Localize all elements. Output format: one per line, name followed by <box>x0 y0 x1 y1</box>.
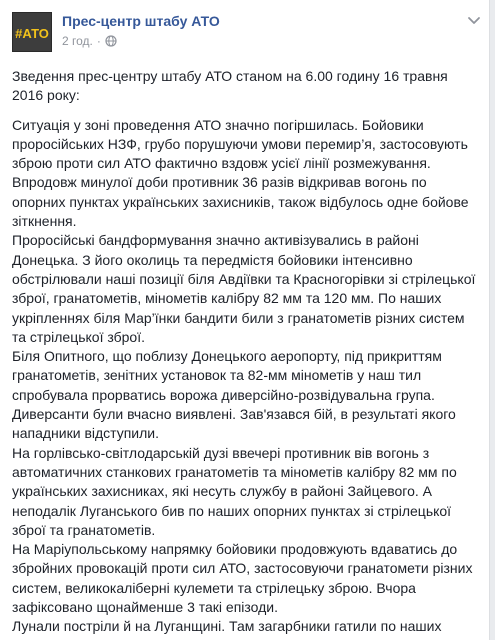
post-header <box>12 12 482 54</box>
post-paragraph: Ситуація у зоні проведення АТО значно погіршилась. Бойовики проросійських НЗФ, грубо порушуючи умови перемир’я, застосовують зброю проти сил АТО фактично вздовж усієї лінії розмежування. <box>12 116 468 172</box>
post-body <box>12 67 478 637</box>
post-paragraph: Зведення прес-центру штабу АТО станом на 6.00 годину 16 травня 2016 року: <box>12 68 448 104</box>
post-paragraph: Проросійські бандформування значно активізувались в районі Донецька. З його околиць та передмістя бойовики інтенсивно обстрілювали наші позиції біля Авдіївки та Красногорівки зі стрілецької зброї, гранатометів, мінометів калібру 82 мм та 120 мм. По наших укріпленнях біля Мар’їнки бандити били з гранатометів різних систем та стрілецької зброї. <box>12 232 476 345</box>
meta-separator: · <box>96 34 101 48</box>
ato-logo <box>13 13 51 51</box>
page-name-link[interactable]: Прес-центр штабу АТО <box>62 13 220 29</box>
post-paragraph: На горлівсько-світлодарській дузі ввечері противник вів вогонь з автоматичних станкових гранатометів та мінометів калібру 82 мм по українських захисниках, які несуть службу в районі Зайцевого. А неподалік Луганського бив по наших опорних пунктах зі стрілецької зброї та гранатометів. <box>12 444 457 538</box>
post-paragraph: На Маріупольському напрямку бойовики продовжують вдаватись до збройних провокацій проти сил АТО, застосовуючи гранатомети різних систем, великокаліберні кулемети та стрілецьку зброю. Вчора зафіксовано щонайменше 3 такі епізоди. <box>12 541 473 616</box>
page-avatar[interactable] <box>12 12 52 52</box>
post-timestamp[interactable]: 2 год. <box>62 34 93 48</box>
svg-text:#АТО: #АТО <box>15 26 49 41</box>
post-meta <box>62 34 117 48</box>
post-paragraph: Впродовж минулої доби противник 36 разів відкривав вогонь по опорних пунктах українських захисників, також відбулось одне бойове зіткнення. <box>12 174 469 230</box>
chevron-down-icon[interactable] <box>466 12 482 28</box>
globe-icon <box>105 35 117 47</box>
post-paragraph: Біля Опитного, що поблизу Донецького аеропорту, під прикриттям гранатометів, зенітних установок та 82-мм мінометів у наш тил спробувала прорватись ворожа диверсійно-розвідувальна група. Диверсанти були вчасно виявлені. Зав'язався бій, в результаті якого нападники відступили. <box>12 348 456 442</box>
post-paragraph: Лунали постріли й на Луганщині. Там загарбники гатили по наших <box>12 618 442 635</box>
